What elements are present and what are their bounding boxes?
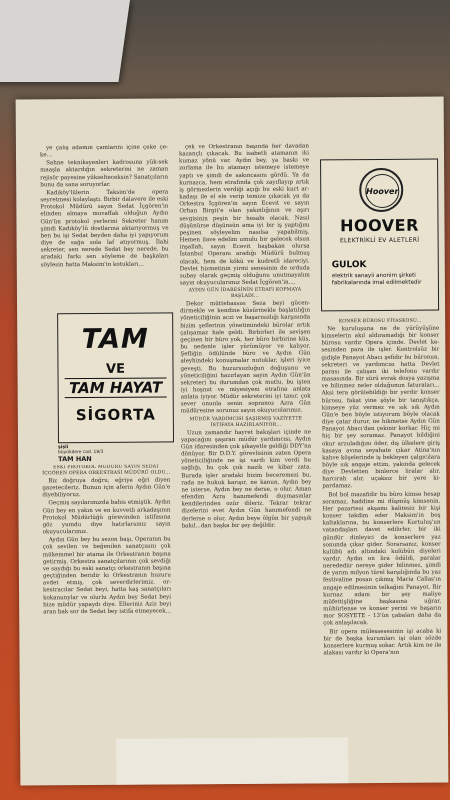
ad-word-ve: VE xyxy=(105,361,126,377)
company-name: GULOK xyxy=(331,260,367,271)
company-description: elektrik sanayii anonim şirketi fabrikalarında imal edilmektedir xyxy=(331,272,422,287)
ad-word-sigorta: SİGORTA xyxy=(75,405,156,425)
column-2 xyxy=(179,143,313,774)
headline: ESKİ PROTOKOL MÜDÜRÜ SAYIN SEDAT İÇGÖREN OPERA ORKESTRASI MÜDÜRÜ OLDU... xyxy=(42,464,171,477)
headline: KONSER BÜROSU FİYASKOSU... xyxy=(338,318,422,325)
address-street: büyükdere cad. 18/3 xyxy=(58,449,104,456)
column-3-flow xyxy=(321,319,441,658)
hoover-logo-text: Hoover xyxy=(365,174,399,208)
ad-word-tam: TAM xyxy=(81,323,149,356)
background-object xyxy=(0,0,130,82)
paragraph: Bir opera mülessesesinin işi acaba ki bir de başka kurumları işi olan sözde konserlere kurmuş sokar. Artık kim ne ile alakası vardır ki Opera'nın xyxy=(323,628,442,657)
column-3 xyxy=(320,143,442,774)
address-district: şişli xyxy=(58,445,69,451)
magazine-page xyxy=(16,97,449,786)
headline: AYDIN GÜN İDARESİNİN ETRAFI KOPMAYA BAŞLADI... xyxy=(188,287,302,300)
paragraph: Ne kuruluşuna ne de yürüyüşüne kimselerin akıl aldıramadığı bir konser bürosu vardır Opera içinde. Devlet kesesinden para ile işler. Kontrolsüz bir gidişle Panayot Abacı şefidir bu büronun, sekreteri ve yardımcısı hatta Devlet parası ile çalışan iki telefonu vardır masasında. Bir sürü evrak dosya yazışma ve bilinmez neler olduğunun faturaları... Aksi tera görülebildiği bir yerdir konser bürosu, fakat yine şöyle bir tanıştıkça, kimseye yüz vermez ve sık sık Aydın Gün'e ben böyle istiyorum böyle olacak diye çatar durur, ne hikmetse Aydın Gün Panayot Abacı'dan çekinir korkar. Hiç mi hiç bir şey soramaz. Panayot bildiğini okur arzuladığını öder, dış ülkelere giriş kasaya avına seyahate çıkar Atina'nın kahve köşelerinde iş bekleyen çalgıcılara böyle sık angaje ettim, yakında gelecek diye Devletten binlerce liralar alır, harcırah alır, uçaksız bir yere kipardamaz. xyxy=(321,325,441,490)
paragraph: Biz doğruya doğru, eğriye eğri diyen gazetecileriz. Bunun için aferin Aydın Gün'e diyebiliyoruz. xyxy=(42,477,171,499)
tam-sigorta-ad xyxy=(57,312,174,443)
paragraph: Dekor müttehassısı Seza beyi gücendirmekle ve kendine küsürmekle başlatılığın yöneticiliğinin aczi ve başarısızlığı karşısında bizim şeflerinin yönetimindeki bürolar artık çalışamaz hale geldi. Birbirleri ile sevişen geçinen bir büro yok, her büro birbirine küs, bu nedenle işler yürümüyor ve kalıyor. Şefliğin ödülünde büro ve Aydın Gün aleyhindeki konuşmalar nutuklar, işleri iyice geveşti. Bu huzursuzluğun doğuşunu ve yöneticiliğini hazırlayan sayın Aydın Gün'ün sekreteri bu durumdan çok mutlu, bu işten iyi hoşnut ve miyesiyeni etrafına anlata anlata iyiyor. Müdür sekreterini iyi tanır, çok sever onunla senin sopranoz Azra Gün müdüresine sorunuz sayın okuyucularımız. xyxy=(180,300,311,415)
paragraph: Aydın Gün bey bu sezon başı, Operanın bu çok sevilen ve beğenilen sanatçısını çok mükemmel bir atama ile Orkestranın başına getirmiş. Orkestra sanatçılarının çok sevdiği ve saydığı bu eski sanatçı orkestranın başına geçtiğinden beridir ki Orkestranın huzuru avdet etmiş, çok severdirlerimiz, orkestracılar Sedat beyi, hatta kaş sanatçıları kokanunylar ve olurlu Aydın bey Sedat beyi bize müdür yapaydı diye. Elleriniz Aziz beyi aran bak sor de Sedat bey istifa etmeyecek... xyxy=(42,536,172,616)
paragraph: çek ve Orkestranın başında her davadan kazançlı çıkacak. Bu isabetli atamanın iki kumaz yönü var. Aydın bey, ya baskı ve zorlama ile bu atamayı istemeye istemeye yaptı ve şimdi de sakıncasını gördü. Ya da kurnazca, hem etrafında çok zayıflayıp artık iş görmezlerin verdiği açığı bu eski kurt arkadaşı ile el ele verip temize çıkacak ya da Orkestra İçgören'in sayın Ecevit ve sayın Orhan Birgit'e olan yakınlığının ve aşırı sevgisinin peşin bir hesabı olacak. Nasıl düşünürse düşünsün ama iyi bir iş yaptığını peşinen söyleyelim nasılsa yapabilmiş. Hemen ilave edelim umulu bir gelecek olsun inşallah, sayın Ecevit başbakan olursa İstanbul Operanı aradığı Müdürü bulmuş olacak, hem de kökü ve kudretli idareciyi. Devlet hizmetinin yirmi senesinin de orduda subay olarak geçmiş olduğunu unutmayalım sayın okuyucularımız Sedat İçgören'in.... xyxy=(178,143,310,287)
column-1 xyxy=(40,144,169,311)
paragraph: Kadıköy'lülerin Taksim'de opera seyretmesi kolaylaştı. Birbir dalavere ile eski Protokol Müdürü sayın Sedat İçgören'in elinden almaya muvaffak olduğun Aydın Gün'ün protokol yerlerini Sekreter hanım şimdi Kadıköy'lü dostlarına aktarıyormuş ve ben bu işi Sedat beyden daha iyi yapıyorum diye de sağa sola laf atıyormuş. İlahi sekreter, sen nerede Sedat bey nerede, bu aradaki farkı sen söyleme de başkaları söylesin hatta Maksim'in kotukları... xyxy=(40,189,169,268)
paragraph: Geçmiş sayılarımızda bahis etmiştik. Aydın Gün bey en yakın ve en kuvvetli arkadaşının Protokol Müdürlüğü görevinden istifasına göz yumdu diye hatırlarsınız sayın okuyucularımız. xyxy=(42,499,171,536)
ad-word-tam-hayat: TAM HAYAT xyxy=(65,377,167,398)
hoover-brand: HOOVER xyxy=(340,215,419,236)
column-1-lower xyxy=(42,464,172,775)
paragraph: Sahne tekniksyenleri kadrosuna yük-sek maaşla aktardığın sekreterini ne zaman rejisör payesine yükselteceksin? Sanatçıların bunu da sana soruyorlar. xyxy=(40,159,169,189)
address-building: TAM HAN xyxy=(58,454,92,464)
paragraph: Bol bol mazafidir bu büro kimse hesap soramaz, haddine mi düşmüş kimsenin. Her pazartesi akşamı kalitesiz bir kişi konser takdim eder Maksim'in boş kaltaklarına, bu konserlere Kurtuluş'un vatandaşları davet edilirler, bir iki gündür dinleyici de konserlere yaz sonunda çıkar gider. Sorarsanız, konser kulübü adı altındaki kulübün diyeleri vardır. Aydın on lira ödüldi, paralar neredediir nereye gider bilinmez, şimdi de yarım milyon türel karşılığında bu yaz festivaline posan çıkmış Maria Callas'ın angaje edilmesinin telkağini Panayot. Bir kurnaz adam bir şey maliye müfettişliğine başkasına uğrar, mühürlense ve konser yerini ve başarın mor SOSYETE - 13'ün çabaları daha da çok anlaşılacak. xyxy=(322,491,442,627)
paragraph: Uzun zamandır hayret bakışları içinde ne yapacağını şaşıran müdür yardımcısı, Aydın Gün idaresinden çok şikayetle geldiği DDY'na dönüyor. Bir D.D.Y. görevlisinin zaten Opera yöneticiliğinde ne işi vardı kim verdi bu sağlığı, bu çok çok nazik ve kibar zata. Burada işler aradaki bizim beceremezi bu, rada ne hukuk karışır, ne kanun, Aydın bey ne isterse, Aydın bey ne derse, o olur. Aman efendim Azra hanımefendi duymasınlar kendilerinden ozür dileriz. Tekrar tekrar dizelerini evet Aydın Gün hanımefendi ne derlerse o olur, Aydın beye ölgün bir yapışık bakıl...dan başka bir şey değildir. xyxy=(180,429,312,530)
paragraph: ye çalış adamın çamlarını içine çeke çe-ke... xyxy=(39,144,168,159)
tape-strip xyxy=(116,737,348,785)
ad-address xyxy=(58,444,174,463)
headline: MÜDÜR YARDIMCISI ŞAŞIRMIŞ VAZİYETTE İSTİFAYA HAZIRLANIYOR... xyxy=(189,416,303,428)
hoover-subtitle: ELEKTRİKLİ EV ALETLERİ xyxy=(339,236,420,245)
